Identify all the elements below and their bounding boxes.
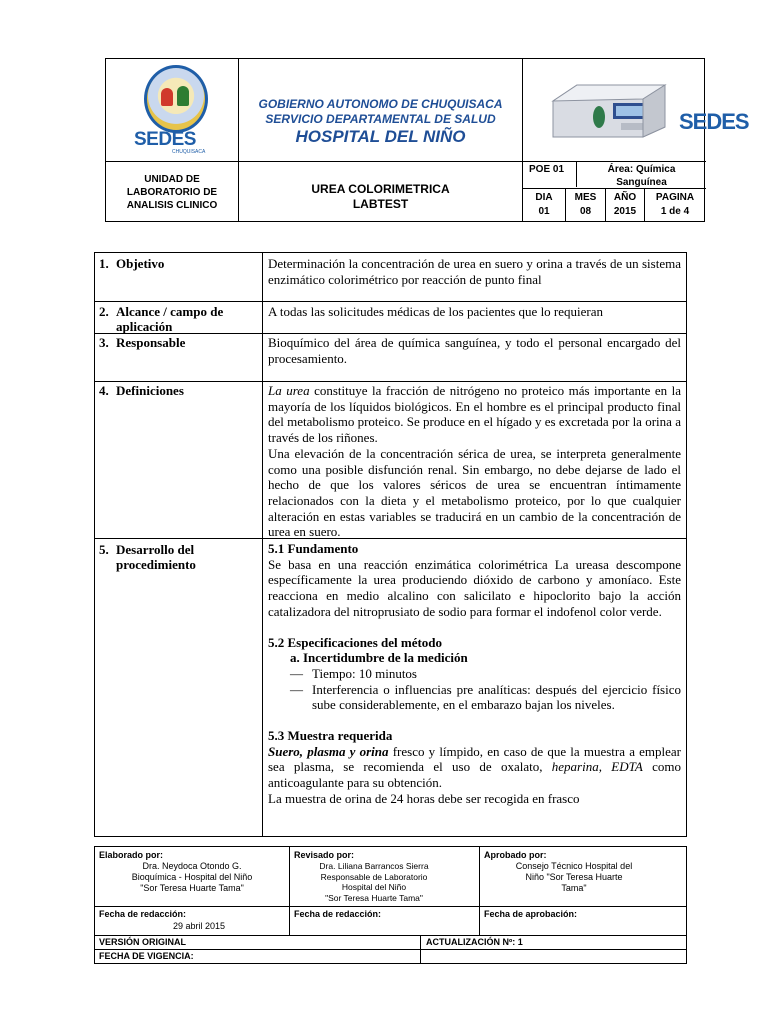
revisado-signer: Dra. Liliana Barrancos Sierra Responsable de Laboratorio Hospital del Niño "Sor Teresa Huarte Tama" xyxy=(319,861,429,903)
year-cell: AÑO 2015 xyxy=(613,192,637,217)
desarrollo-label: 5. Desarrollo del procedimiento xyxy=(99,542,196,572)
muestra-text: Suero, plasma y orina fresco y límpido, en caso de que la muestra a emplear sea plasma, se recomienda el uso de oxalato, heparina, EDTA como anticoagulante para su obtención. xyxy=(268,743,682,791)
document-header xyxy=(105,58,749,222)
area-label: Área: Química Sanguínea xyxy=(607,164,676,188)
fecha-redaccion-label-2: Fecha de redacción: xyxy=(294,909,382,919)
row-divider xyxy=(95,301,686,302)
urea-term: La urea xyxy=(268,383,310,398)
hospital-name: HOSPITAL DEL NIÑO xyxy=(295,127,466,146)
sedes-logo-subtext: CHUQUISACA xyxy=(172,149,206,155)
actualizacion-label: ACTUALIZACIÓN Nº: 1 xyxy=(426,937,523,947)
analyzer-image xyxy=(523,59,749,161)
sedes-logo-small: SEDES xyxy=(679,109,749,134)
especificaciones-heading: 5.2 Especificaciones del método xyxy=(268,634,443,650)
approval-table xyxy=(94,846,687,964)
vigencia-label: FECHA DE VIGENCIA: xyxy=(99,951,194,961)
procedure-table xyxy=(94,252,687,837)
definiciones-paragraph: Una elevación de la concentración sérica de urea, se interpreta generalmente como una posible disfunción renal. Sin embargo, no debe dejarse de lado el hecho de que los valores séricos de urea se encuentran íntimamente relacionados con la dieta y el metabolismo proteico, por lo que cualquier alteración en estas variables se traducirá en un cambio de la concentración de urea en suero. xyxy=(268,445,681,540)
chemistry-analyzer-icon xyxy=(547,79,671,139)
alcance-text: A todas las solicitudes médicas de los pacientes que lo requieran xyxy=(268,304,604,319)
responsable-text: Bioquímico del área de química sanguínea, y todo el personal encargado del procesamiento. xyxy=(268,335,681,366)
objetivo-text: Determinación la concentración de urea en suero y orina a través de un sistema enzimático colorimétrico por reacción de punto final xyxy=(268,256,681,287)
footer-divider xyxy=(479,847,480,935)
objetivo-label: 1. Objetivo xyxy=(99,256,165,271)
unit-name: UNIDAD DE LABORATORIO DE ANALISIS CLINICO xyxy=(126,174,218,211)
sedes-logo xyxy=(106,59,238,161)
revisado-label: Revisado por: xyxy=(294,850,355,860)
hospital-seal-icon xyxy=(144,65,208,133)
muestra-terms: Suero, plasma y orina xyxy=(268,743,389,759)
definiciones-label: 4. Definiciones xyxy=(99,383,184,398)
row-divider xyxy=(95,381,686,382)
definiciones-text xyxy=(268,383,681,540)
desarrollo-text xyxy=(268,541,681,807)
day-cell: DIA 01 xyxy=(535,192,553,217)
interferencia-item: — Interferencia o influencias pre analíticas: después del ejercicio físico sube considerablemente, en el embarazo bajan los niveles. xyxy=(290,681,681,713)
aprobado-signer: Consejo Técnico Hospital del Niño "Sor Teresa Huarte Tama" xyxy=(515,861,633,893)
responsable-label: 3. Responsable xyxy=(99,335,186,350)
government-name: GOBIERNO AUTONOMO DE CHUQUISACA xyxy=(258,97,503,111)
elaborado-signer: Dra. Neydoca Otondo G. Bioquímica - Hospital del Niño "Sor Teresa Huarte Tama" xyxy=(131,861,253,893)
definiciones-paragraph: La urea constituye la fracción de nitrógeno no proteico más importante en la mayoría de los líquidos biológicos. En el hombre es el principal producto final del metabolismo proteico. Se produce en el hígado y es excretada por la orina a través de los riñones. xyxy=(268,383,681,446)
version-label: VERSIÓN ORIGINAL xyxy=(99,937,187,947)
fecha-redaccion-label: Fecha de redacción: xyxy=(99,909,187,919)
fecha-redaccion-value: 29 abril 2015 xyxy=(173,921,226,931)
institution-title xyxy=(239,59,522,161)
orina-text: La muestra de orina de 24 horas debe ser recogida en frasco xyxy=(268,790,580,806)
procedure-name: UREA COLORIMETRICA LABTEST xyxy=(311,182,450,211)
footer-divider xyxy=(95,949,686,950)
fundamento-heading: 5.1 Fundamento xyxy=(268,541,359,556)
muestra-heading: 5.3 Muestra requerida xyxy=(268,728,393,744)
poe-code: POE 01 xyxy=(529,164,565,175)
service-name: SERVICIO DEPARTAMENTAL DE SALUD xyxy=(265,112,496,126)
footer-divider xyxy=(289,847,290,935)
fecha-aprobacion-label: Fecha de aprobación: xyxy=(484,909,578,919)
tiempo-item: — Tiempo: 10 minutos xyxy=(290,665,417,681)
fundamento-text: Se basa en una reacción enzimática colorimétrica La ureasa descompone específicamente la urea produciendo dióxido de carbono y amoníaco. Este reacciona en medio alcalino con salicilato e hipoclorito bajo la acción catalizadora del nitroprusiato de sodio para formar el indofenol color verde. xyxy=(268,556,681,619)
month-cell: MES 08 xyxy=(574,192,597,217)
elaborado-label: Elaborado por: xyxy=(99,850,164,860)
alcance-label: 2. Alcance / campo de aplicación xyxy=(99,304,224,334)
footer-divider xyxy=(95,906,686,907)
footer-divider xyxy=(95,935,686,936)
page-cell: PAGINA 1 de 4 xyxy=(655,192,695,217)
sedes-logo-text: SEDES xyxy=(134,129,196,150)
incertidumbre-heading: a. Incertidumbre de la medición xyxy=(290,650,468,666)
aprobado-label: Aprobado por: xyxy=(484,850,547,860)
column-divider xyxy=(262,253,263,836)
